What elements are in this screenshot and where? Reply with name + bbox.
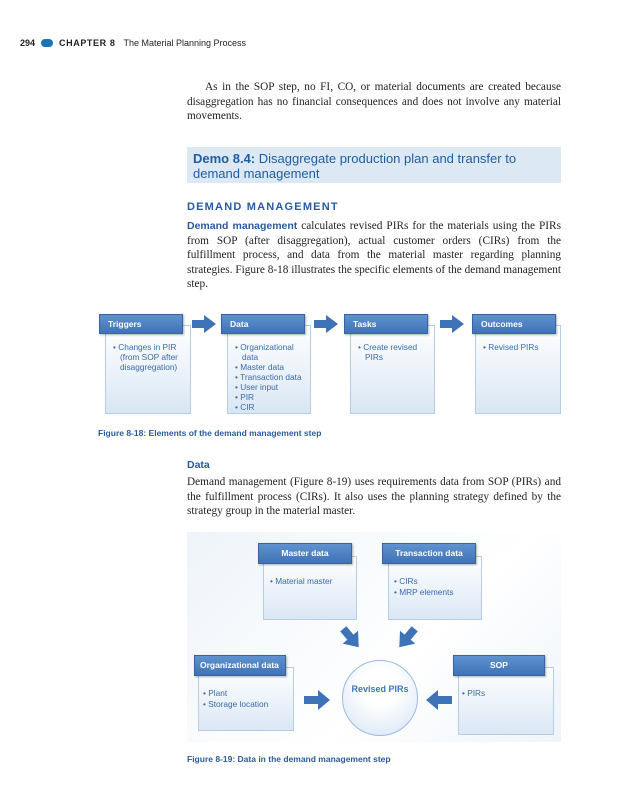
list-item: • Material master xyxy=(270,576,332,587)
triggers-tab: Triggers xyxy=(99,314,183,334)
list-item: • MRP elements xyxy=(394,587,453,598)
list-item: • CIRs xyxy=(394,576,453,587)
organizational-data-tab: Organizational data xyxy=(194,655,286,676)
data-list xyxy=(235,342,309,412)
arrow-down-right-icon xyxy=(338,624,364,652)
triggers-list xyxy=(113,342,189,372)
sop-box xyxy=(458,667,554,735)
arrow-right-icon xyxy=(438,314,466,334)
figure-8-18-caption: Figure 8-18: Elements of the demand management step xyxy=(98,428,322,438)
list-item: • PIRs xyxy=(462,688,485,699)
list-item: • User input xyxy=(235,382,309,392)
list-item: • Plant xyxy=(203,688,268,699)
list-item: • Master data xyxy=(235,362,309,372)
section-paragraph xyxy=(187,219,561,292)
outcomes-box xyxy=(475,325,561,414)
list-item: • Transaction data xyxy=(235,372,309,382)
outcomes-list xyxy=(483,342,559,352)
outcomes-tab: Outcomes xyxy=(472,314,556,334)
section-heading: DEMAND MANAGEMENT xyxy=(187,201,339,213)
list-item: • Organizational data xyxy=(235,342,309,362)
revised-pirs-circle: Revised PIRs xyxy=(342,660,418,736)
tasks-box xyxy=(350,325,435,414)
list-item: • Storage location xyxy=(203,699,268,710)
sop-list xyxy=(462,688,485,699)
intro-paragraph: As in the SOP step, no FI, CO, or material documents are created because disaggregation has no financial consequences and does not involve any material movements. xyxy=(187,81,561,123)
tasks-list xyxy=(358,342,432,362)
arrow-right-icon xyxy=(312,314,340,334)
master-data-list xyxy=(270,576,332,587)
list-item: • Create revised PIRs xyxy=(358,342,432,362)
master-data-box xyxy=(263,556,357,620)
demo-title: Disaggregate production plan and transfer to demand management xyxy=(193,151,517,181)
running-header xyxy=(20,38,246,48)
chapter-title: The Material Planning Process xyxy=(123,38,247,48)
tasks-tab: Tasks xyxy=(344,314,428,334)
page-number: 294 xyxy=(20,38,36,48)
list-item: • Changes in PIR (from SOP after disaggregation) xyxy=(113,342,189,372)
demo-label: Demo 8.4: xyxy=(193,151,256,166)
master-data-tab: Master data xyxy=(258,543,352,564)
arrow-left-icon xyxy=(424,689,454,711)
transaction-data-tab: Transaction data xyxy=(382,543,476,564)
section-paragraph-text: calculates revised PIRs for the materials using the PIRs from SOP (after disaggregation), actual customer orders (CIRs) from the fulfillment process, and data from the material master regarding planning strategies. Figure 8-18 illustrates the specific elements of the demand management step. xyxy=(187,220,561,291)
organizational-data-list xyxy=(203,688,268,710)
figure-8-19-caption: Figure 8-19: Data in the demand management step xyxy=(187,754,391,764)
data-subheading: Data xyxy=(187,459,210,471)
arrow-down-left-icon xyxy=(394,624,420,652)
arrow-right-icon xyxy=(190,314,218,334)
chapter-label: CHAPTER 8 xyxy=(59,38,116,48)
list-item: • PIR xyxy=(235,392,309,402)
data-paragraph: Demand management (Figure 8-19) uses requirements data from SOP (PIRs) and the fulfillment process (CIRs). It also uses the planning strategy defined by the strategy group in the material master. xyxy=(187,476,561,518)
sop-tab: SOP xyxy=(453,655,545,676)
demo-box xyxy=(187,147,561,183)
transaction-data-list xyxy=(394,576,453,598)
list-item: • CIR xyxy=(235,402,309,412)
header-dot-icon xyxy=(41,39,53,47)
data-tab: Data xyxy=(221,314,305,334)
term-demand-management: Demand management xyxy=(187,220,298,232)
arrow-right-icon xyxy=(302,689,332,711)
list-item: • Revised PIRs xyxy=(483,342,559,352)
